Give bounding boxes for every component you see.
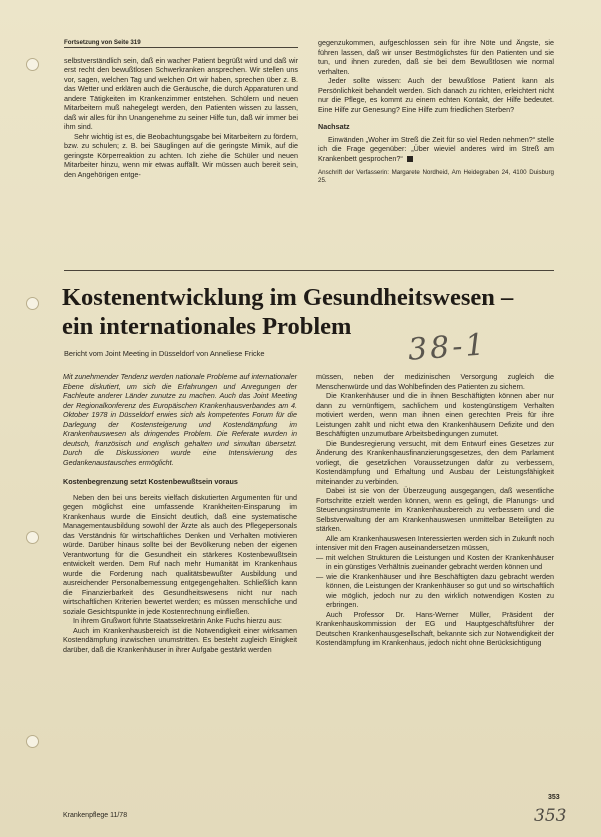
byline: Bericht vom Joint Meeting in Düsseldorf von Anneliese Fricke <box>64 349 265 358</box>
top-left-column <box>64 38 298 179</box>
top-right-column <box>318 38 554 185</box>
continuation-note: Fortsetzung von Seite 319 <box>64 39 141 46</box>
handwritten-page-number: 353 <box>534 806 567 826</box>
article-right-column <box>316 372 554 648</box>
paragraph: Dabei ist sie von der Überzeugung ausgegangen, daß wesentliche Fortschritte erzielt werden können, wenn es gelingt, die Planungs- und Steuerungsinstrumente im Krankenhausbereich zu verbessern und die Selbstverwaltung der am Krankenhauswesen unmittelbar Beteiligten zu stärken. <box>316 486 554 533</box>
paragraph: Die Krankenhäuser und die in ihnen Beschäftigten können aber nur dann zu vernünftigem, sachlichem und kostengünstigem Verhalten motiviert werden, wenn man ihnen einen gerechten Preis für ihre Leistungen zahlt und nicht etwa den Krankenhäusern Defizite und den Beschäftigten unzumutbare Arbeitsbedingungen zumutet. <box>316 391 554 438</box>
title-line-2: ein internationales Problem <box>62 313 352 340</box>
article-left-column <box>63 372 297 654</box>
paragraph: Auch Professor Dr. Hans-Werner Müller, Präsident der Krankenhauskommission der EG und Hauptgeschäftsführer der Deutschen Krankenhausgesellschaft, bekannte sich zur Notwendigkeit der Kostendämpfung im Krankenhaus, jedoch nicht ohne Berücksichtigung <box>316 609 554 647</box>
handwritten-number: 38-1 <box>406 327 489 368</box>
nachsatz-text: Einwänden „Woher im Streß die Zeit für so viel Reden nehmen?“ stelle ich die Frage gegenüber: „Über wieviel anderes wird im Streß am Krankenbett gesprochen?“ <box>318 134 554 163</box>
punch-hole <box>26 58 39 71</box>
section-heading: Nachsatz <box>318 122 350 131</box>
paragraph: Die Bundesregierung versucht, mit dem Entwurf eines Gesetzes zur Änderung des Krankenhausfinanzierungsgesetzes, den dem Parlament vorliegt, die gesetzlichen Voraussetzungen dafür zu verbessern, Kostendämpfung und Erhaltung und Ausbau der Leistungsfähigkeit miteinander zu verbinden. <box>316 438 554 486</box>
punch-hole <box>26 297 39 310</box>
list-item: — wie die Krankenhäuser und ihre Beschäftigten dazu gebracht werden können, die Leistungen der Krankenhäuser so gut und so wirtschaftlich wie möglich, jedoch nur zu den wirklich notwendigen Kosten zu erbringen. <box>316 571 554 609</box>
punch-hole <box>26 735 39 748</box>
list-item: — mit welchen Strukturen die Leistungen und Kosten der Krankenhäuser in ein günstiges Verhältnis zueinander gebracht werden können und <box>316 552 554 571</box>
paragraph: Auch im Krankenhausbereich ist die Notwendigkeit einer wirksamen Kostendämpfung inzwischen unumstritten. Es besteht zugleich Einigkeit darüber, daß die Krankenhäuser in ihrer Aufgabe gestärkt werden <box>63 625 297 654</box>
section-divider <box>64 270 554 271</box>
divider <box>64 47 298 48</box>
article-title <box>62 283 572 341</box>
paragraph: Jeder sollte wissen: Auch der bewußtlose Patient kann als Persönlichkeit behandelt werden. Sich danach zu richten, erleichtert nicht nur die Pflege, es kommt zu einem echten Kontakt, der Hilfe bedeutet. Eine Hilfe zur Genesung? Eine Hilfe zum friedlichen Sterben? <box>318 76 554 114</box>
author-address: Anschrift der Verfasserin: Margarete Nordheid, Am Heidegraben 24, 4100 Duisburg 25. <box>318 169 554 184</box>
paragraph: gegenzukommen, aufgeschlossen sein für ihre Nöte und Ängste, sie führen lassen, daß wir unser Bestmöglichstes für den Patienten und sie tun, und ihnen zureden, daß sie bei dem Bewußtlosen wie normal verhalten. <box>318 38 554 76</box>
intro-paragraph: Mit zunehmender Tendenz werden nationale Probleme auf internationaler Ebene diskutiert, um sich die Erfahrungen und Anregungen der Fachleute anderer Länder zunutze zu machen. Auch das Joint Meeting der Regionalkonferenz des Europäischen Krankenhausverbandes am 4. Oktober 1978 in Düsseldorf erwies sich als kompetentes Forum für die Darlegung der Kostensteigerung und Kostendämpfung im Krankenhauswesen als dringendes Problem. Die Referate wurden in deutsch, französisch und englisch gehalten und simultan übersetzt. Durch die Diskussionen wurde eine Intensivierung des Gedankenaustausches ermöglicht. <box>63 372 297 467</box>
page-number: 353 <box>548 794 560 801</box>
paragraph: selbstverständlich sein, daß ein wacher Patient begrüßt wird und daß wir erst recht den bewußtlosen Schwerkranken ansprechen. Wir stellen uns vor, sagen, welchen Tag und welchen Ort wir haben, sprechen über z. B. das Wetter und erklären auch die Geräusche, die durch Apparaturen und andere Tätigkeiten im Krankenzimmer entstehen. Schülern und neuen Mitarbeitern muß nahegelegt werden, den Patienten wissen zu lassen, daß wir alles für ihn Unangenehme zu seiner Hilfe tun, daß wir immer bei ihm sind. <box>64 55 298 131</box>
footer-issue: Krankenpflege 11/78 <box>63 812 128 819</box>
paragraph: Neben den bei uns bereits vielfach diskutierten Argumenten für und gegen möglichst eine umfassende Krankheiten-Einsparung im Krankenhaus wurde die Einsicht deutlich, daß eine systematische Managementausbildung sowohl der Ärzte als auch des Pflegepersonals das Verständnis für wirtschaftliches Denken und Verhalten motivieren würde. Darüber hinaus sollte bei der Bevölkerung neben der eigenen Verantwortung für die Gesundheit ein stärkeres Kostenbewußtsein entwickelt werden. Dem Ruf nach mehr Humanität im Krankenhaus wurde die Forderung nach qualitätsbewußter Ausbildung und ausreichender Personalbemessung entgegengehalten. Schließlich kann die Finanzierbarkeit des Gesundheitswesens nicht nur nach wirtschaftlichen Kriterien bewertet werden; es müssen menschliche und soziale Gesichtspunkte in jede Kostenrechnung einfließen. <box>63 492 297 616</box>
punch-hole <box>26 531 39 544</box>
paragraph: In ihrem Grußwort führte Staatssekretärin Anke Fuchs hierzu aus: <box>73 616 282 625</box>
paragraph: Alle am Krankenhauswesen Interessierten werden sich in Zukunft noch intensiver mit den Fragen auseinandersetzen müssen, <box>316 533 554 552</box>
section-heading: Kostenbegrenzung setzt Kostenbewußtsein voraus <box>63 477 238 486</box>
paragraph: müssen, neben der medizinischen Versorgung zugleich die Menschenwürde und das Wohlbefinden des Patienten zu sichern. <box>316 372 554 391</box>
title-line-1: Kostenentwicklung im Gesundheitswesen – <box>62 284 514 311</box>
paragraph: Sehr wichtig ist es, die Beobachtungsgabe bei Mitarbeitern zu fördern, bzw. zu schulen; z. B. bei Säuglingen auf die geringste Mimik, auf die geringste Körperreaktion zu achten. Ich ziehe die Schüler und neuen Mitarbeiter hinzu, wenn mir etwas auffällt. Wir müssen auch bereit sein, den Angehörigen entge- <box>64 131 298 179</box>
end-mark <box>407 156 413 162</box>
